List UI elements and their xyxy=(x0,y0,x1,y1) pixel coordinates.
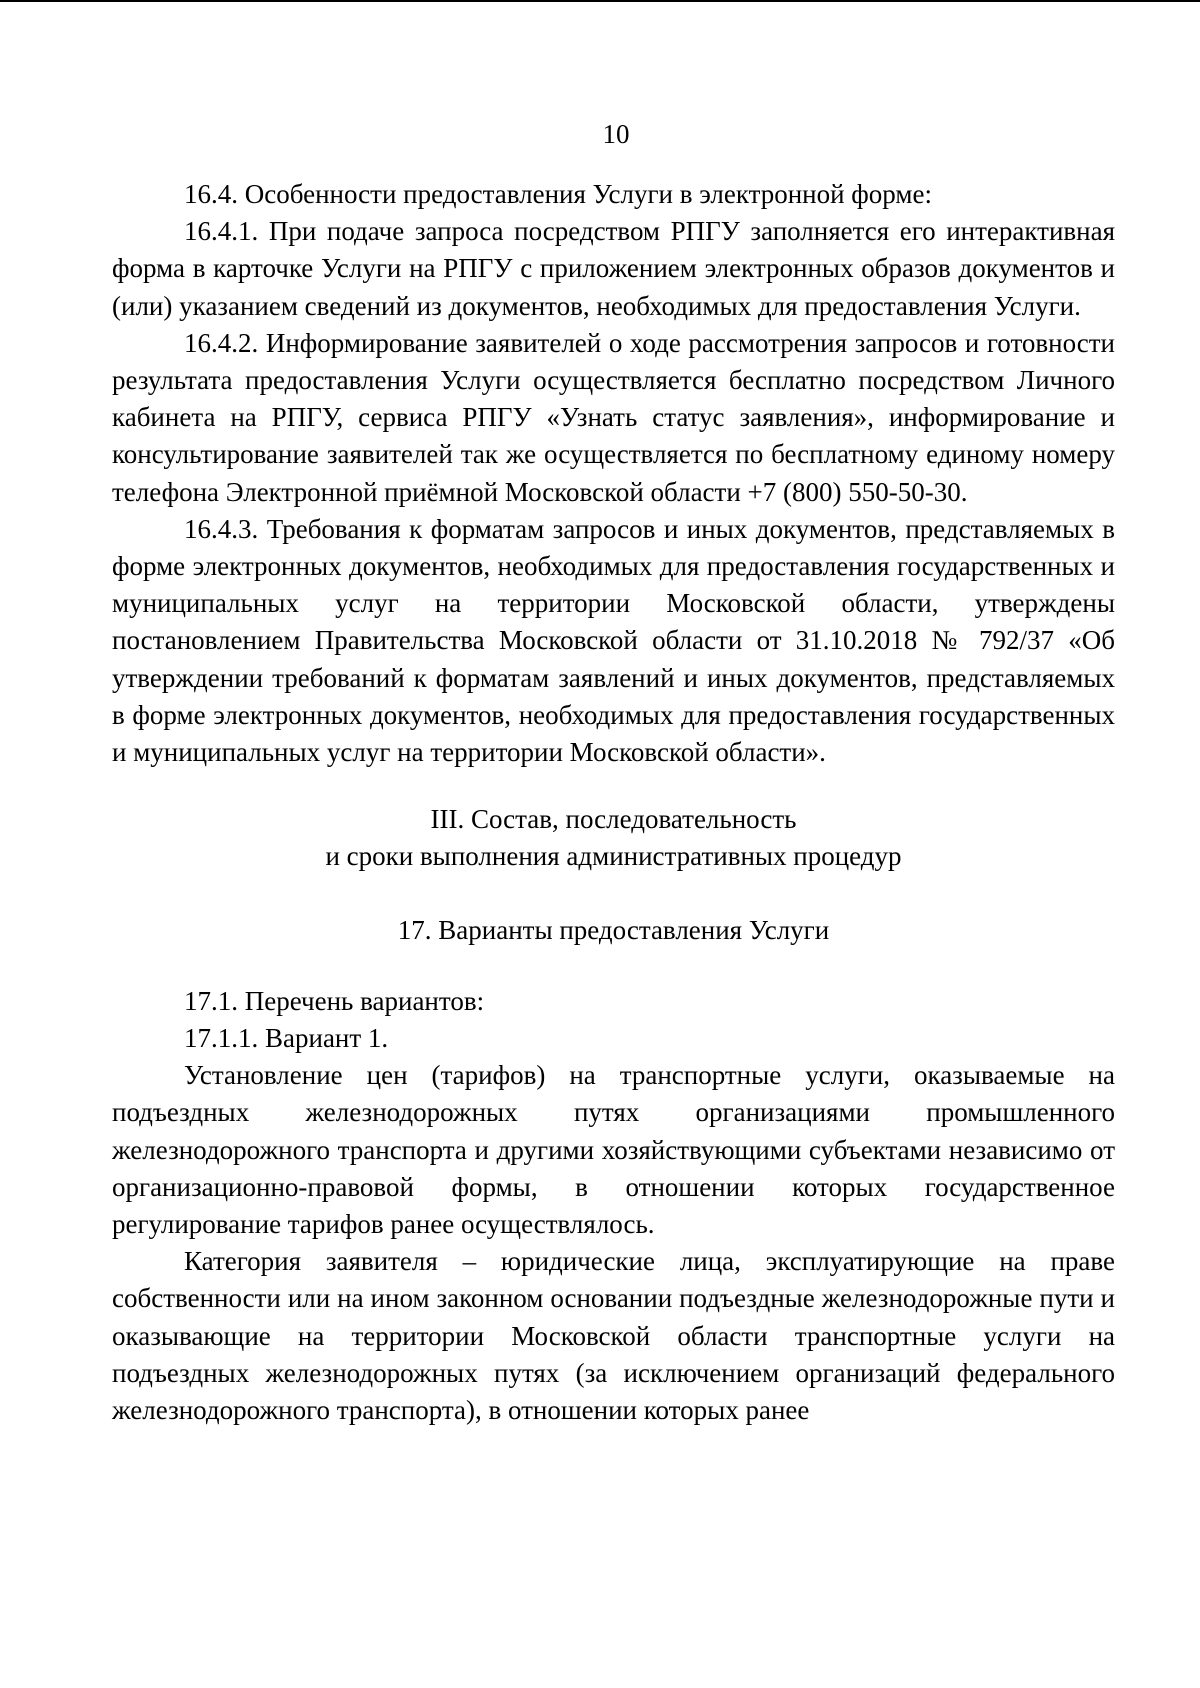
paragraph-16-4-3: 16.4.3. Требования к форматам запросов и иных документов, представляемых в форме электронных документов, необходимых для предоставления государственных и муниципальных услуг на территории Московской области, утверждены постановлением Правительства Московской области от 31.10.2018 № 792/37 «Об утверждении требований к форматам заявлений и иных документов, представляемых в форме электронных документов, необходимых для предоставления государственных и муниципальных услуг на территории Московской области». xyxy=(112,513,1115,768)
paragraph-17-1-1: 17.1.1. Вариант 1. xyxy=(184,1023,389,1054)
paragraph-applicant-category: Категория заявителя – юридические лица, эксплуатирующие на праве собственности или на ином законном основании подъездные железнодорожные пути и оказывающие на территории Московской области транспортные услуги на подъездных железнодорожных путях (за исключением организаций федерального железнодорожного транспорта), в отношении которых ранее xyxy=(112,1246,1115,1426)
scan-top-edge-line xyxy=(0,0,1200,2)
section-heading-line-1: III. Состав, последовательность xyxy=(430,804,797,835)
paragraph-16-4-1: 16.4.1. При подаче запроса посредством РПГУ заполняется его интерактивная форма в карточке Услуги на РПГУ с приложением электронных образов документов и (или) указанием сведений из документов, необходимых для предоставления Услуги. xyxy=(112,216,1115,321)
subsection-heading: 17. Варианты предоставления Услуги xyxy=(397,914,830,945)
page-number: 10 xyxy=(602,119,630,149)
paragraph-16-4-2: 16.4.2. Информирование заявителей о ходе рассмотрения запросов и готовности результата предоставления Услуги осуществляется бесплатно посредством Личного кабинета на РПГУ, сервиса РПГУ «Узнать статус заявления», информирование и консультирование заявителей так же осуществляется по бесплатному единому номеру телефона Электронной приёмной Московской области +7 (800) 550-50-30. xyxy=(112,327,1115,507)
paragraph-variant-1-description: Установление цен (тарифов) на транспортные услуги, оказываемые на подъездных железнодорожных путях организациями промышленного железнодорожного транспорта и другими хозяйствующими субъектами независимо от организационно-правовой формы, в отношении которых государственное регулирование тарифов ранее осуществлялось. xyxy=(112,1060,1115,1240)
document-body xyxy=(112,176,1115,1429)
section-heading-line-2: и сроки выполнения административных процедур xyxy=(325,841,902,872)
paragraph-16-4: 16.4. Особенности предоставления Услуги в электронной форме: xyxy=(184,179,932,209)
section-heading xyxy=(112,801,1115,875)
paragraph-17-1: 17.1. Перечень вариантов: xyxy=(184,985,485,1016)
